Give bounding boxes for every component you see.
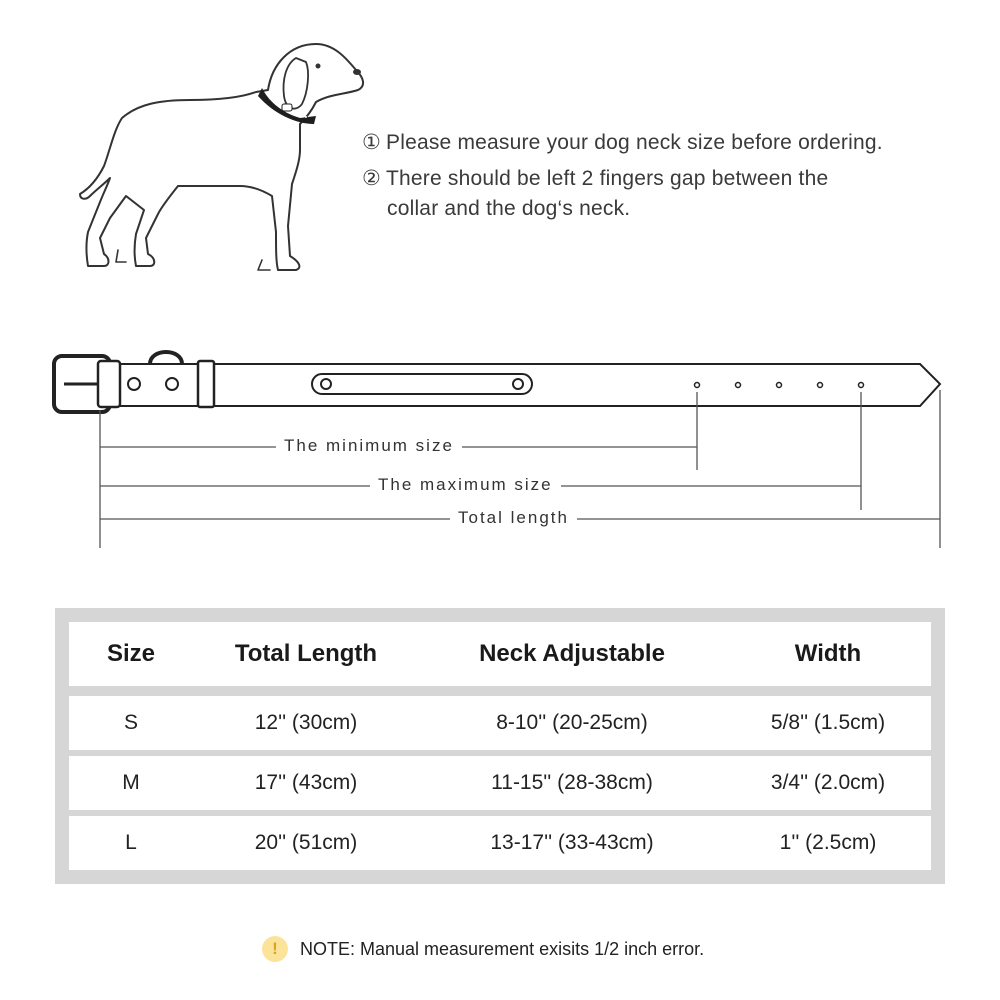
header-neck-adjustable: Neck Adjustable — [479, 640, 665, 667]
maximum-size-label: The maximum size — [370, 475, 561, 495]
adjust-hole — [695, 383, 700, 388]
cell-size: S — [123, 711, 138, 734]
warning-icon: ! — [262, 936, 288, 962]
adjust-hole — [859, 383, 864, 388]
d-ring-icon — [150, 352, 182, 364]
cell-width: 5/8'' (1.5cm) — [770, 711, 886, 734]
table-row — [69, 816, 931, 870]
step-2-marker: ② — [362, 167, 382, 190]
instruction-1 — [362, 130, 883, 155]
instruction-2-continuation: collar and the dog‘s neck. — [387, 197, 631, 220]
header-width: Width — [794, 640, 862, 667]
instruction-1-text: Please measure your dog neck size before ordering. — [386, 131, 883, 154]
total-length-label: Total length — [450, 508, 577, 528]
cell-width: 1'' (2.5cm) — [779, 831, 877, 854]
header-size: Size — [106, 640, 156, 667]
header-total-length: Total Length — [234, 640, 378, 667]
table-header-row — [69, 622, 931, 686]
cell-neck-adjustable: 8-10'' (20-25cm) — [496, 711, 648, 734]
cell-size: M — [122, 771, 140, 794]
note — [262, 936, 704, 962]
step-1-marker: ① — [362, 131, 382, 154]
table-row — [69, 756, 931, 810]
cell-size: L — [125, 831, 137, 854]
cell-neck-adjustable: 11-15'' (28-38cm) — [491, 771, 653, 794]
cell-total-length: 20'' (51cm) — [254, 831, 358, 854]
adjust-hole — [736, 383, 741, 388]
dog-illustration — [70, 35, 370, 280]
adjust-hole — [777, 383, 782, 388]
size-table — [55, 608, 945, 884]
cell-total-length: 12'' (30cm) — [254, 711, 358, 734]
cell-total-length: 17'' (43cm) — [254, 771, 358, 794]
nameplate — [312, 374, 532, 394]
table-row — [69, 696, 931, 750]
instruction-2-text: There should be left 2 fingers gap between the — [386, 167, 829, 190]
note-text: NOTE: Manual measurement exisits 1/2 inch error. — [300, 938, 705, 959]
cell-neck-adjustable: 13-17'' (33-43cm) — [490, 831, 654, 854]
minimum-size-label: The minimum size — [276, 436, 462, 456]
cell-width: 3/4'' (2.0cm) — [770, 771, 886, 794]
adjust-hole — [818, 383, 823, 388]
instruction-2 — [362, 166, 828, 221]
